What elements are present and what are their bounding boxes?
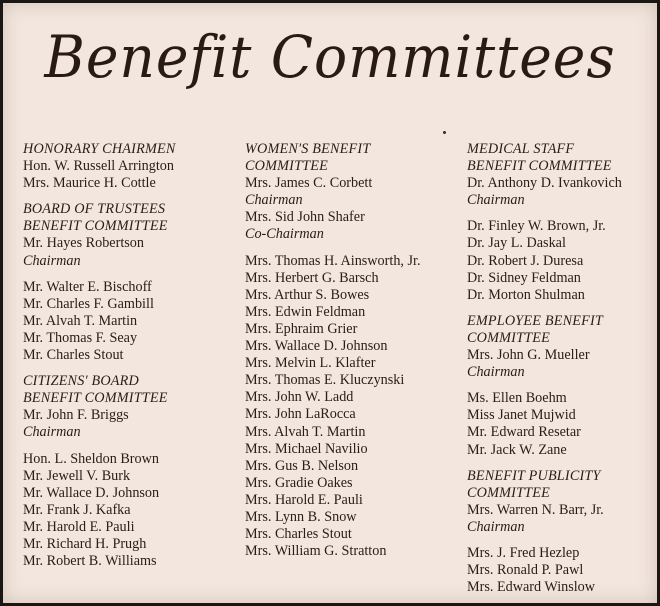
section-heading: EMPLOYEE BENEFIT [467,312,603,329]
column-middle [245,141,465,569]
medical-staff-section [467,141,657,304]
member-name: Mrs. Alvah T. Martin [245,423,366,440]
chair-role: Chairman [467,364,525,381]
member-name: Mrs. Thomas H. Ainsworth, Jr. [245,252,421,269]
member-name: Mrs. Michael Navilio [245,440,368,457]
employee-committee-section [467,313,657,459]
column-left [23,141,243,579]
member-name: Mrs. Edwin Feldman [245,303,366,320]
section-heading: HONORARY CHAIRMEN [23,141,176,157]
cochair-role: Co-Chairman [245,226,324,243]
cochair-name: Mrs. Sid John Shafer [245,209,365,226]
member-name: Mr. Charles Stout [23,347,124,364]
member-name: Mrs. Gus B. Nelson [245,457,359,474]
member-name: Mr. Frank J. Kafka [23,501,131,518]
member-name: Mr. Jack W. Zane [467,441,567,458]
section-heading: BENEFIT COMMITTEE [23,390,168,407]
member-name: Dr. Robert J. Duresa [467,252,584,269]
member-name: Mrs. Harold E. Pauli [245,491,363,508]
chair-name: Dr. Anthony D. Ivankovich [467,175,622,192]
section-heading: MEDICAL STAFF [467,141,575,157]
member-name: Mr. Richard H. Prugh [23,535,147,552]
chair-role: Chairman [23,252,81,269]
chair-role: Chairman [467,192,525,209]
member-name: Mr. Wallace D. Johnson [23,484,160,501]
member-name: Mrs. Arthur S. Bowes [245,286,370,303]
program-page [3,3,657,603]
member-name: Ms. Ellen Boehm [467,390,567,407]
member-name: Mrs. Herbert G. Barsch [245,269,379,286]
member-name: Mr. Edward Resetar [467,424,581,441]
ink-speck [443,131,446,134]
member-name: Mrs. Edward Winslow [467,579,596,596]
member-name: Mr. Thomas F. Seay [23,329,138,346]
member-name: Mrs. Charles Stout [245,526,352,543]
section-heading: COMMITTEE [467,329,550,346]
member-name: Dr. Sidney Feldman [467,269,581,286]
member-name: Mr. Alvah T. Martin [23,312,138,329]
chair-role: Chairman [23,424,81,441]
member-name: Mr. Walter E. Bischoff [23,278,152,295]
member-name: Mr. Robert B. Williams [23,553,157,570]
member-name: Mrs. J. Fred Hezlep [467,544,580,561]
member-name: Mr. Jewell V. Burk [23,467,131,484]
member-name: Hon. W. Russell Arrington [23,158,174,175]
member-name: Mrs. Ronald P. Pawl [467,562,584,579]
member-name: Mrs. Ephraim Grier [245,320,358,337]
member-name: Mr. Charles F. Gambill [23,295,154,312]
member-name: Dr. Morton Shulman [467,286,585,303]
member-name: Miss Janet Mujwid [467,407,576,424]
member-name: Dr. Finley W. Brown, Jr. [467,218,606,235]
chair-name: Mrs. Warren N. Barr, Jr. [467,501,604,518]
section-heading: BOARD OF TRUSTEES [23,201,166,218]
member-name: Hon. L. Sheldon Brown [23,450,159,467]
section-heading: WOMEN'S BENEFIT [245,141,371,157]
chair-role: Chairman [245,192,303,209]
member-name: Mrs. Wallace D. Johnson [245,338,388,355]
section-heading: COMMITTEE [245,158,328,175]
honorary-chairmen-section [23,141,243,192]
section-heading: BENEFIT PUBLICITY [467,467,601,484]
member-name: Mrs. Melvin L. Klafter [245,355,376,372]
column-right [467,141,657,603]
trustees-committee-section [23,201,243,364]
chair-role: Chairman [467,518,525,535]
member-name: Mrs. John W. Ladd [245,389,354,406]
page-title: Benefit Committees [44,23,616,91]
womens-committee-section [245,141,465,560]
member-name: Mrs. William G. Stratton [245,543,387,560]
chair-name: Mr. Hayes Robertson [23,235,144,252]
member-name: Mrs. Gradie Oakes [245,474,353,491]
member-name: Dr. Jay L. Daskal [467,235,566,252]
member-name: Mrs. Lynn B. Snow [245,508,357,525]
member-name: Mrs. Thomas E. Kluczynski [245,372,405,389]
chair-name: Mrs. John G. Mueller [467,347,590,364]
section-heading: BENEFIT COMMITTEE [467,158,612,175]
chair-name: Mrs. James C. Corbett [245,175,373,192]
citizens-board-section [23,373,243,570]
member-name: Mrs. Maurice H. Cottle [23,175,156,192]
member-name: Mr. Harold E. Pauli [23,518,135,535]
member-name: Mrs. John LaRocca [245,406,356,423]
publicity-committee-section [467,468,657,597]
section-heading: CITIZENS' BOARD [23,373,139,390]
section-heading: COMMITTEE [467,484,550,501]
chair-name: Mr. John F. Briggs [23,407,129,424]
section-heading: BENEFIT COMMITTEE [23,218,168,235]
